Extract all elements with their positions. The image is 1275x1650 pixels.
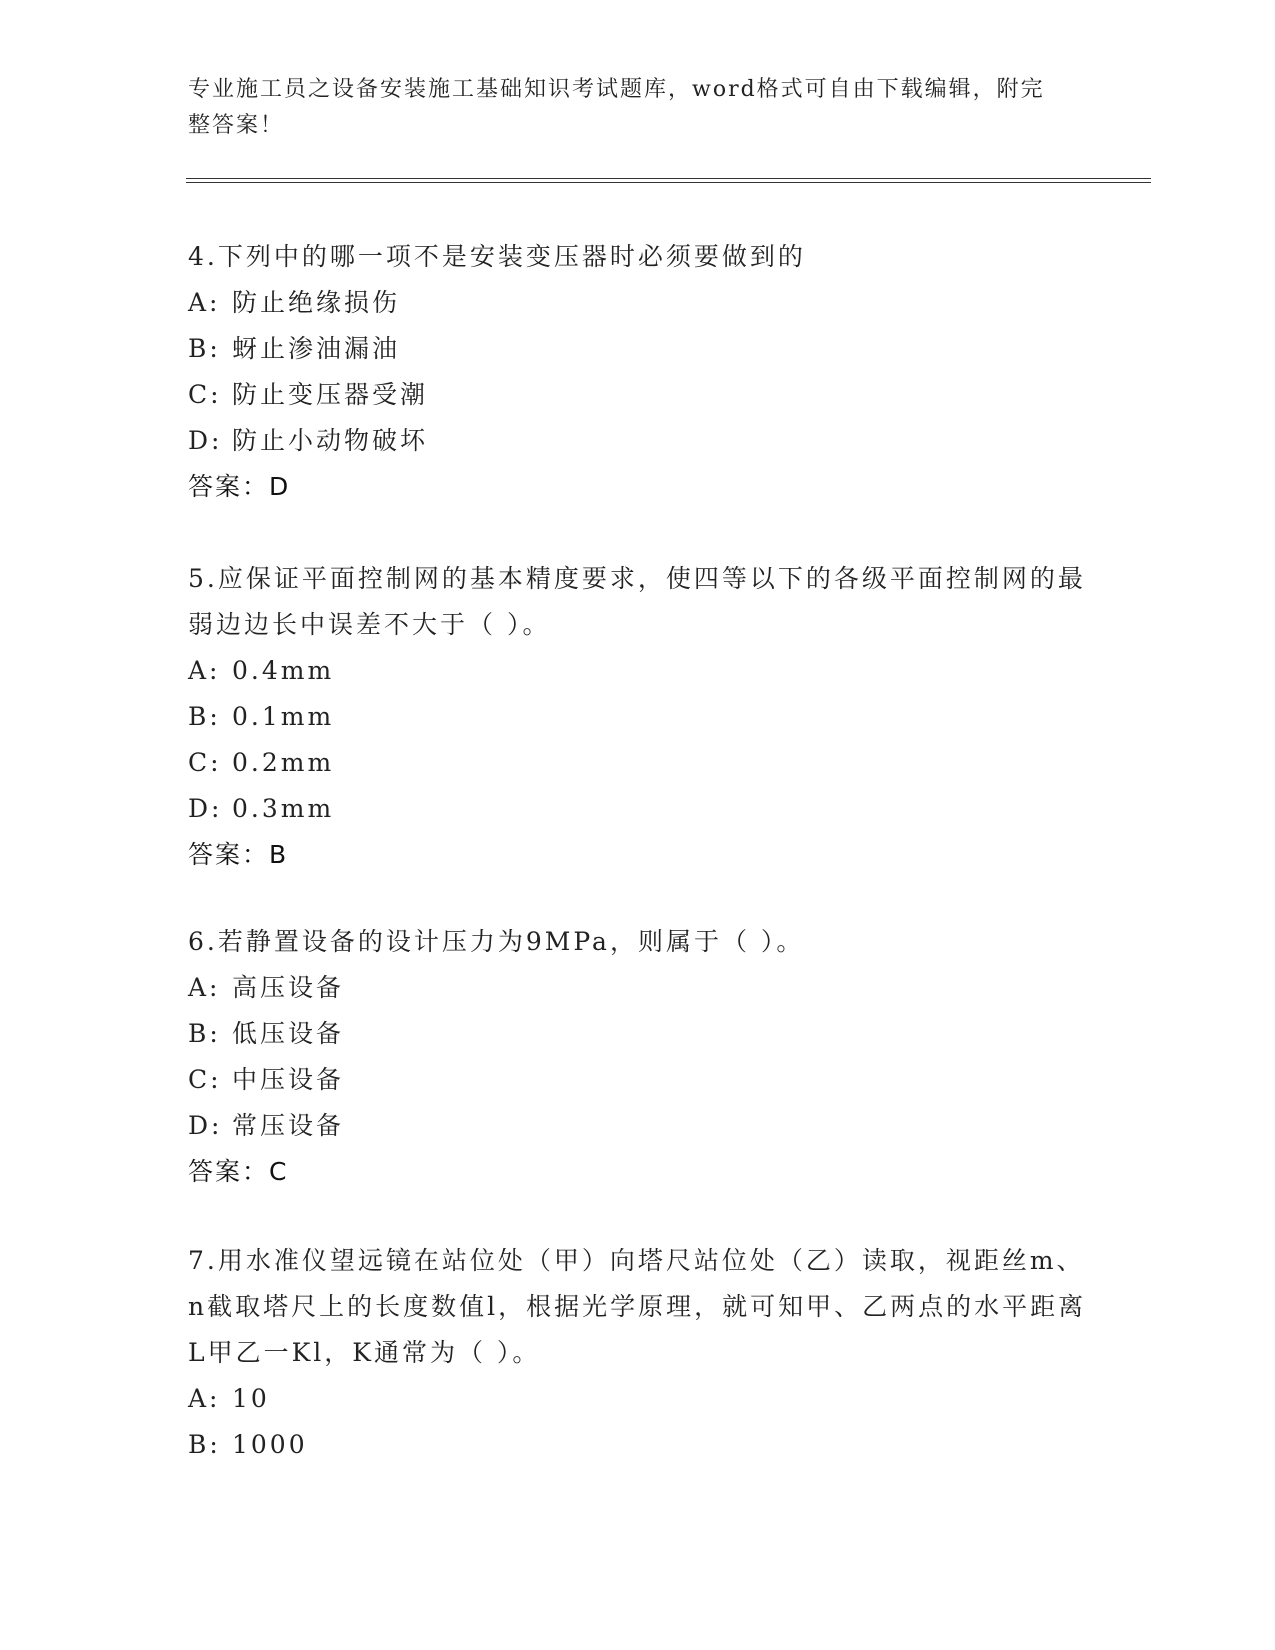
answer-label: 答案：B [188, 840, 289, 869]
question-text: 7.用水准仪望远镜在站位处（甲）向塔尺站位处（乙）读取，视距丝m、n截取塔尺上的长度数值l，根据光学原理，就可知甲、乙两点的水平距离L甲乙一Kl，K通常为（ ）。 [188, 1246, 1087, 1367]
option-text: 中压设备 [232, 1065, 345, 1094]
header-divider-bottom [186, 182, 1151, 183]
option-b [188, 326, 1088, 372]
option-letter: C: [188, 1065, 222, 1094]
option-a [188, 648, 1088, 694]
question-text: 5.应保证平面控制网的基本精度要求，使四等以下的各级平面控制网的最弱边边长中误差不大于（ ）。 [188, 564, 1086, 639]
option-text: 10 [232, 1384, 270, 1413]
option-letter: A: [188, 656, 221, 685]
question-4 [188, 234, 1088, 510]
header-divider-top [186, 178, 1151, 179]
option-b [188, 694, 1088, 740]
option-letter: B: [188, 702, 221, 731]
option-c [188, 1057, 1088, 1103]
option-text: 防止小动物破坏 [232, 426, 429, 455]
question-7 [188, 1238, 1088, 1468]
option-letter: B: [188, 1019, 221, 1048]
option-text: 0.4mm [232, 656, 335, 685]
option-letter: B: [188, 334, 221, 363]
option-letter: A: [188, 973, 221, 1002]
option-a [188, 965, 1088, 1011]
option-letter: A: [188, 288, 221, 317]
option-letter: C: [188, 380, 222, 409]
question-text: 6.若静置设备的设计压力为9MPa，则属于（ ）。 [188, 927, 805, 956]
option-d [188, 786, 1088, 832]
question-text: 4.下列中的哪一项不是安装变压器时必须要做到的 [188, 242, 806, 271]
option-text: 0.3mm [232, 794, 335, 823]
question-6 [188, 919, 1088, 1195]
option-d [188, 1103, 1088, 1149]
option-d [188, 418, 1088, 464]
option-c [188, 740, 1088, 786]
answer-label: 答案：D [188, 472, 291, 501]
answer-label: 答案：C [188, 1157, 289, 1186]
option-letter: D: [188, 1111, 223, 1140]
question-5 [188, 556, 1088, 878]
option-text: 防止绝缘损伤 [232, 288, 401, 317]
option-text: 蚜止渗油漏油 [232, 334, 401, 363]
option-c [188, 372, 1088, 418]
option-letter: B: [188, 1430, 221, 1459]
option-b [188, 1422, 1088, 1468]
option-a [188, 280, 1088, 326]
option-letter: C: [188, 748, 222, 777]
option-letter: D: [188, 426, 223, 455]
option-text: 0.2mm [232, 748, 335, 777]
option-text: 0.1mm [232, 702, 335, 731]
option-text: 1000 [232, 1430, 308, 1459]
option-b [188, 1011, 1088, 1057]
option-letter: A: [188, 1384, 221, 1413]
option-text: 常压设备 [232, 1111, 345, 1140]
option-a [188, 1376, 1088, 1422]
option-letter: D: [188, 794, 223, 823]
option-text: 低压设备 [232, 1019, 345, 1048]
option-text: 高压设备 [232, 973, 345, 1002]
document-header: 专业施工员之设备安装施工基础知识考试题库，word格式可自由下载编辑，附完整答案！ [188, 77, 1045, 138]
option-text: 防止变压器受潮 [232, 380, 429, 409]
